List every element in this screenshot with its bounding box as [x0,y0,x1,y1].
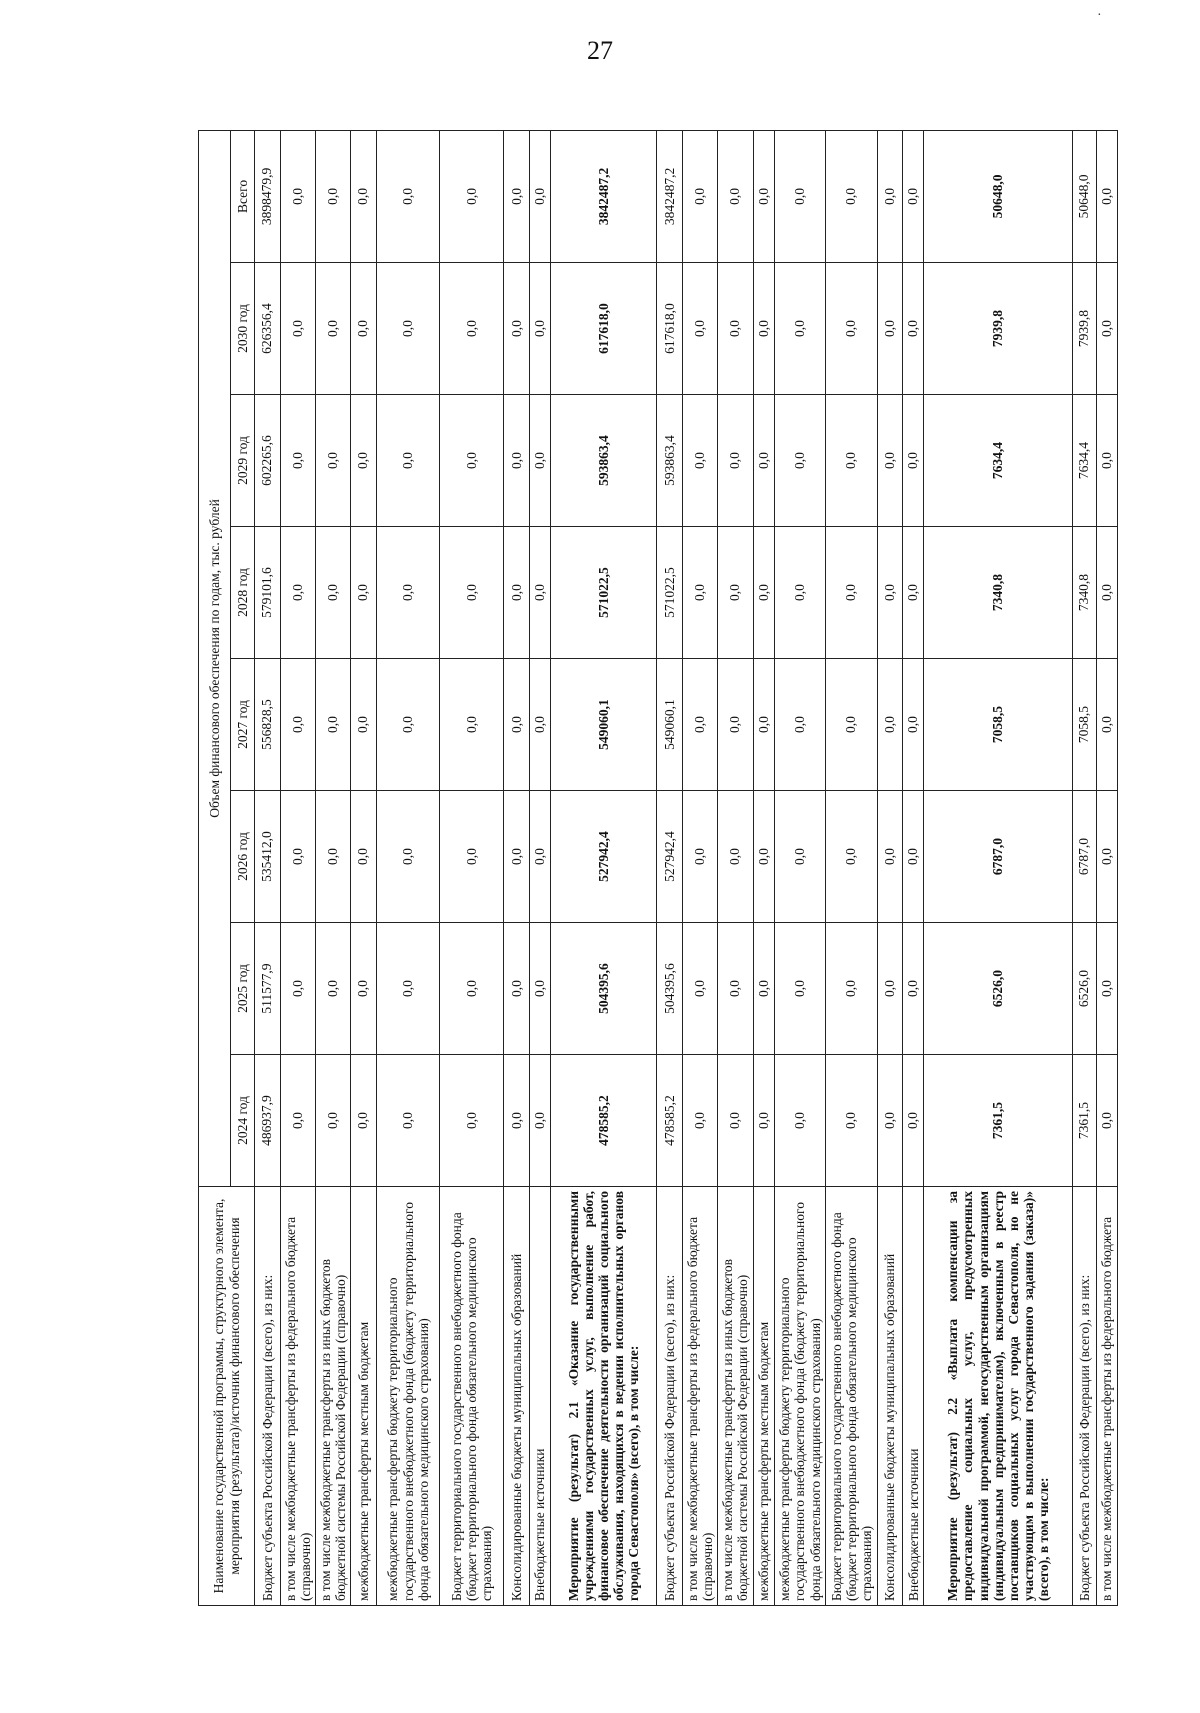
year-value-cell: 0,0 [504,1055,530,1187]
year-value-cell: 0,0 [280,263,315,395]
year-value-cell: 0,0 [774,923,825,1055]
year-value-cell: 0,0 [718,1055,753,1187]
total-value-cell: 0,0 [826,130,877,262]
total-value-cell: 3842487,2 [551,130,657,262]
year-value-cell: 0,0 [315,659,350,791]
year-value-cell: 0,0 [529,1055,550,1187]
total-value-cell: 0,0 [315,130,350,262]
year-value-cell: 0,0 [877,263,903,395]
year-value-cell: 0,0 [440,923,504,1055]
year-value-cell: 7340,8 [1073,527,1096,659]
total-value-cell: 0,0 [529,130,550,262]
year-value-cell: 0,0 [753,527,774,659]
year-value-cell: 0,0 [903,263,924,395]
year-value-cell: 0,0 [280,1055,315,1187]
year-value-cell: 0,0 [826,395,877,527]
year-value-cell: 593863,4 [657,395,683,527]
year-value-cell: 0,0 [280,659,315,791]
year-value-cell: 0,0 [1096,923,1117,1055]
year-value-cell: 7634,4 [1073,395,1096,527]
total-value-cell: 3898479,9 [255,130,281,262]
header-year-2029: 2029 год [231,395,255,527]
page-number: 27 [587,36,613,65]
year-value-cell: 0,0 [504,263,530,395]
year-value-cell: 0,0 [351,659,377,791]
year-value-cell: 0,0 [376,263,440,395]
year-value-cell: 0,0 [280,395,315,527]
year-value-cell: 0,0 [351,923,377,1055]
row-name-cell: Внебюджетные источники [903,1187,924,1606]
total-value-cell: 0,0 [351,130,377,262]
year-value-cell: 0,0 [440,263,504,395]
year-value-cell: 0,0 [529,263,550,395]
year-value-cell: 0,0 [753,395,774,527]
year-value-cell: 511577,9 [255,923,281,1055]
year-value-cell: 0,0 [504,659,530,791]
year-value-cell: 0,0 [826,791,877,923]
year-value-cell: 0,0 [315,263,350,395]
year-value-cell: 0,0 [315,527,350,659]
table-row [315,130,350,1605]
total-value-cell: 0,0 [1096,130,1117,262]
year-value-cell: 0,0 [440,791,504,923]
row-name-cell: Консолидированные бюджеты муниципальных образований [504,1187,530,1606]
year-value-cell: 0,0 [718,659,753,791]
year-value-cell: 6526,0 [924,923,1073,1055]
year-value-cell: 617618,0 [657,263,683,395]
table-row [1073,130,1096,1605]
year-value-cell: 0,0 [877,659,903,791]
year-value-cell: 7340,8 [924,527,1073,659]
table-row [529,130,550,1605]
year-value-cell: 478585,2 [551,1055,657,1187]
year-value-cell: 0,0 [376,527,440,659]
row-name-cell: в том числе межбюджетные трансферты из федерального бюджета (справочно) [280,1187,315,1606]
header-year-2024: 2024 год [231,1055,255,1187]
table-row [826,130,877,1605]
year-value-cell: 0,0 [877,791,903,923]
year-value-cell: 0,0 [877,395,903,527]
year-value-cell: 0,0 [504,527,530,659]
year-value-cell: 0,0 [504,791,530,923]
year-value-cell: 0,0 [504,395,530,527]
year-value-cell: 0,0 [903,659,924,791]
table-row [718,130,753,1605]
row-name-cell: в том числе межбюджетные трансферты из иных бюджетов бюджетной системы Российской Федерации (справочно) [315,1187,350,1606]
year-value-cell: 0,0 [877,923,903,1055]
year-value-cell: 0,0 [826,527,877,659]
table-row [351,130,377,1605]
table-row [1096,130,1117,1605]
year-value-cell: 0,0 [682,659,717,791]
header-total: Всего [231,130,255,262]
row-name-cell: межбюджетные трансферты местным бюджетам [351,1187,377,1606]
year-value-cell: 0,0 [440,1055,504,1187]
header-year-2028: 2028 год [231,527,255,659]
row-name-cell: в том числе межбюджетные трансферты из федерального бюджета [1096,1187,1117,1606]
year-value-cell: 0,0 [682,527,717,659]
year-value-cell: 617618,0 [551,263,657,395]
total-value-cell: 3842487,2 [657,130,683,262]
year-value-cell: 0,0 [753,923,774,1055]
header-name-cell: Наименование государственной программы, структурного элемента, мероприятия (результата)/источник финансового обеспечения [199,1187,255,1606]
year-value-cell: 0,0 [1096,263,1117,395]
year-value-cell: 0,0 [1096,791,1117,923]
measure-row [551,130,657,1605]
total-value-cell: 0,0 [440,130,504,262]
year-value-cell: 0,0 [351,527,377,659]
year-value-cell: 7939,8 [1073,263,1096,395]
row-name-cell: Мероприятие (результат) 2.2 «Выплата компенсации за предоставление социальных услуг, предусмотренных индивидуальной программой, негосударственным организациям (индивидуальным предпринимателям), включенным в реестр поставщиков социальных услуг города Севастополя, но не участвующим в выполнении государственного задания (заказа)» (всего), в том числе: [924,1187,1073,1606]
year-value-cell: 0,0 [529,395,550,527]
year-value-cell: 6787,0 [1073,791,1096,923]
year-value-cell: 0,0 [351,791,377,923]
year-value-cell: 0,0 [376,791,440,923]
year-value-cell: 0,0 [753,263,774,395]
year-value-cell: 579101,6 [255,527,281,659]
year-value-cell: 0,0 [351,1055,377,1187]
year-value-cell: 0,0 [315,395,350,527]
year-value-cell: 0,0 [529,791,550,923]
year-value-cell: 7939,8 [924,263,1073,395]
year-value-cell: 0,0 [682,1055,717,1187]
year-value-cell: 549060,1 [657,659,683,791]
row-name-cell: Бюджет субъекта Российской Федерации (всего), из них: [255,1187,281,1606]
year-value-cell: 0,0 [877,527,903,659]
year-value-cell: 0,0 [753,659,774,791]
year-value-cell: 0,0 [376,659,440,791]
header-year-2027: 2027 год [231,659,255,791]
year-value-cell: 0,0 [826,263,877,395]
table-row [774,130,825,1605]
table-row [255,130,281,1605]
table-row [504,130,530,1605]
year-value-cell: 535412,0 [255,791,281,923]
year-value-cell: 0,0 [753,791,774,923]
year-value-cell: 0,0 [774,1055,825,1187]
financing-table [198,130,1118,1606]
header-group-cell: Объем финансового обеспечения по годам, тыс. рублей [199,130,231,1186]
year-value-cell: 0,0 [718,395,753,527]
year-value-cell: 6526,0 [1073,923,1096,1055]
year-value-cell: 0,0 [280,923,315,1055]
year-value-cell: 504395,6 [657,923,683,1055]
year-value-cell: 0,0 [718,263,753,395]
year-value-cell: 0,0 [504,923,530,1055]
row-name-cell: Бюджет территориального государственного внебюджетного фонда (бюджет территориального фонда обязательного медицинского страхования) [440,1187,504,1606]
row-name-cell: Мероприятие (результат) 2.1 «Оказание государственными учреждениями государственных услуг, выполнение работ, финансовое обеспечение деятельности организаций социального обслуживания, находящихся в ведении исполнительных органов города Севастополя» (всего), в том числе: [551,1187,657,1606]
table-row [903,130,924,1605]
year-value-cell: 7634,4 [924,395,1073,527]
year-value-cell: 0,0 [774,791,825,923]
year-value-cell: 0,0 [903,527,924,659]
header-year-2026: 2026 год [231,791,255,923]
total-value-cell: 0,0 [682,130,717,262]
year-value-cell: 504395,6 [551,923,657,1055]
year-value-cell: 7058,5 [924,659,1073,791]
row-name-cell: Внебюджетные источники [529,1187,550,1606]
year-value-cell: 0,0 [682,791,717,923]
year-value-cell: 0,0 [774,527,825,659]
year-value-cell: 0,0 [351,395,377,527]
year-value-cell: 0,0 [774,395,825,527]
total-value-cell: 0,0 [718,130,753,262]
year-value-cell: 0,0 [440,395,504,527]
year-value-cell: 478585,2 [657,1055,683,1187]
year-value-cell: 0,0 [718,527,753,659]
row-name-cell: Бюджет территориального государственного внебюджетного фонда (бюджет территориального фонда обязательного медицинского страхования) [826,1187,877,1606]
year-value-cell: 0,0 [826,1055,877,1187]
table-row [280,130,315,1605]
year-value-cell: 0,0 [903,395,924,527]
year-value-cell: 571022,5 [657,527,683,659]
year-value-cell: 0,0 [774,659,825,791]
year-value-cell: 0,0 [903,923,924,1055]
total-value-cell: 50648,0 [1073,130,1096,262]
rotated-table-container [198,131,1118,1606]
year-value-cell: 0,0 [440,659,504,791]
year-value-cell: 0,0 [376,1055,440,1187]
year-value-cell: 0,0 [376,923,440,1055]
year-value-cell: 0,0 [529,527,550,659]
year-value-cell: 0,0 [682,263,717,395]
table-row [753,130,774,1605]
year-value-cell: 0,0 [774,263,825,395]
total-value-cell: 0,0 [753,130,774,262]
year-value-cell: 0,0 [1096,527,1117,659]
year-value-cell: 0,0 [877,1055,903,1187]
year-value-cell: 571022,5 [551,527,657,659]
year-value-cell: 0,0 [718,923,753,1055]
year-value-cell: 0,0 [529,659,550,791]
year-value-cell: 7058,5 [1073,659,1096,791]
year-value-cell: 0,0 [1096,395,1117,527]
year-value-cell: 0,0 [753,1055,774,1187]
year-value-cell: 0,0 [903,791,924,923]
year-value-cell: 527942,4 [657,791,683,923]
table-row [682,130,717,1605]
total-value-cell: 0,0 [877,130,903,262]
year-value-cell: 0,0 [351,263,377,395]
row-name-cell: в том числе межбюджетные трансферты из иных бюджетов бюджетной системы Российской Федерации (справочно) [718,1187,753,1606]
year-value-cell: 0,0 [1096,659,1117,791]
year-value-cell: 527942,4 [551,791,657,923]
row-name-cell: межбюджетные трансферты местным бюджетам [753,1187,774,1606]
header-year-2025: 2025 год [231,923,255,1055]
year-value-cell: 0,0 [529,923,550,1055]
year-value-cell: 0,0 [315,923,350,1055]
table-row [376,130,440,1605]
year-value-cell: 0,0 [280,791,315,923]
year-value-cell: 0,0 [1096,1055,1117,1187]
measure-row [924,130,1073,1605]
year-value-cell: 0,0 [718,791,753,923]
year-value-cell: 6787,0 [924,791,1073,923]
year-value-cell: 626356,4 [255,263,281,395]
table-row [877,130,903,1605]
row-name-cell: Консолидированные бюджеты муниципальных образований [877,1187,903,1606]
year-value-cell: 0,0 [682,395,717,527]
header-year-2030: 2030 год [231,263,255,395]
row-name-cell: межбюджетные трансферты бюджету территориального государственного внебюджетного фонда (бюджету территориального фонда обязательного медицинского страхования) [376,1187,440,1606]
year-value-cell: 0,0 [280,527,315,659]
year-value-cell: 0,0 [315,1055,350,1187]
total-value-cell: 50648,0 [924,130,1073,262]
table-row [440,130,504,1605]
year-value-cell: 0,0 [376,395,440,527]
year-value-cell: 593863,4 [551,395,657,527]
year-value-cell: 7361,5 [924,1055,1073,1187]
year-value-cell: 486937,9 [255,1055,281,1187]
year-value-cell: 0,0 [315,791,350,923]
row-name-cell: Бюджет субъекта Российской Федерации (всего), из них: [1073,1187,1096,1606]
year-value-cell: 602265,6 [255,395,281,527]
scan-mark: · [1097,8,1102,23]
total-value-cell: 0,0 [903,130,924,262]
year-value-cell: 0,0 [826,659,877,791]
row-name-cell: межбюджетные трансферты бюджету территориального государственного внебюджетного фонда (бюджету территориального фонда обязательного медицинского страхования) [774,1187,825,1606]
total-value-cell: 0,0 [280,130,315,262]
row-name-cell: Бюджет субъекта Российской Федерации (всего), из них: [657,1187,683,1606]
table-row [657,130,683,1605]
total-value-cell: 0,0 [504,130,530,262]
year-value-cell: 0,0 [826,923,877,1055]
year-value-cell: 0,0 [682,923,717,1055]
year-value-cell: 7361,5 [1073,1055,1096,1187]
total-value-cell: 0,0 [376,130,440,262]
row-name-cell: в том числе межбюджетные трансферты из федерального бюджета (справочно) [682,1187,717,1606]
year-value-cell: 0,0 [440,527,504,659]
year-value-cell: 556828,5 [255,659,281,791]
total-value-cell: 0,0 [774,130,825,262]
year-value-cell: 0,0 [903,1055,924,1187]
year-value-cell: 549060,1 [551,659,657,791]
